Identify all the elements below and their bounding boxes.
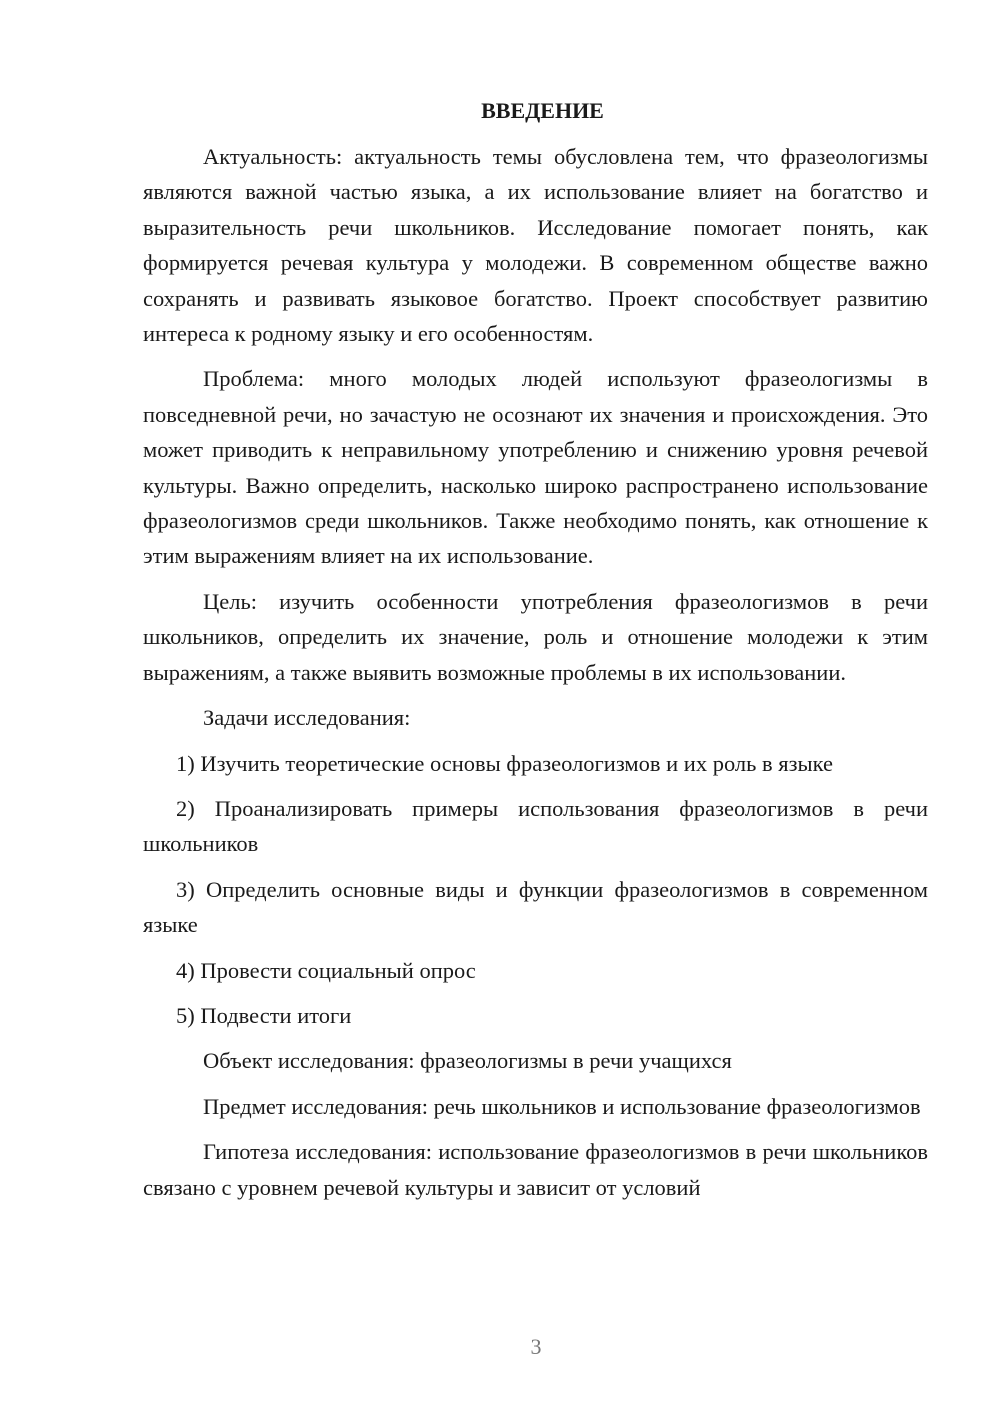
task-item-2: 2) Проанализировать примеры использования фразеологизмов в речи школьников	[143, 795, 928, 857]
object-paragraph: Объект исследования: фразеологизмы в речи учащихся	[203, 1048, 732, 1074]
tasks-heading: Задачи исследования:	[203, 705, 411, 731]
task-item-5: 5) Подвести итоги	[176, 1002, 352, 1028]
page-title: ВВЕДЕНИЕ	[481, 98, 604, 123]
hypothesis-paragraph: Гипотеза исследования: использование фразеологизмов в речи школьников связано с уровнем речевой культуры и зависит от условий	[143, 1139, 928, 1200]
page-number: 3	[530, 1334, 542, 1359]
relevance-paragraph: Актуальность: актуальность темы обусловлена тем, что фразеологизмы являются важной частью языка, а их использование влияет на богатство и выразительность речи школьников. Исследование помогает понять, как формируется речевая культура у молодежи. В современном обществе важно сохранять и развивать языковое богатство. Проект способствует развитию интереса к родному языку и его особенностям.	[143, 144, 928, 347]
goal-paragraph: Цель: изучить особенности употребления фразеологизмов в речи школьников, определить их значение, роль и отношение молодежи к этим выражениям, а также выявить возможные проблемы в их использовании.	[143, 588, 928, 685]
page-content	[143, 95, 928, 1205]
task-item-3: 3) Определить основные виды и функции фразеологизмов в современном языке	[143, 876, 928, 938]
task-item-1: 1) Изучить теоретические основы фразеологизмов и их роль в языке	[176, 750, 833, 776]
task-item-4: 4) Провести социальный опрос	[176, 957, 476, 983]
subject-paragraph: Предмет исследования: речь школьников и использование фразеологизмов	[203, 1093, 921, 1119]
problem-paragraph: Проблема: много молодых людей используют фразеологизмы в повседневной речи, но зачастую не осознают их значения и происхождения. Это может приводить к неправильному употреблению и снижению уровня речевой культуры. Важно определить, насколько широко распространено использование фразеологизмов среди школьников. Также необходимо понять, как отношение к этим выражениям влияет на их использование.	[143, 366, 928, 569]
